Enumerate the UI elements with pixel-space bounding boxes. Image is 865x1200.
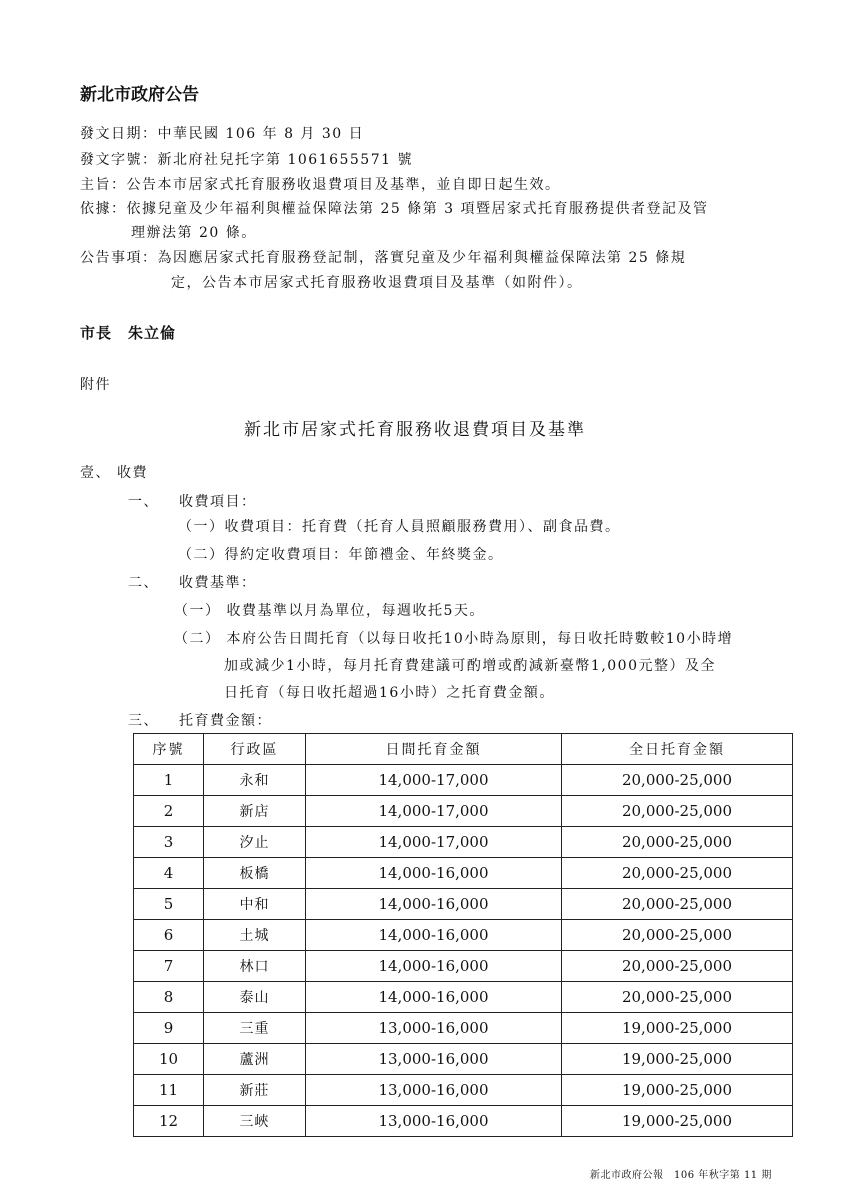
row-daytime-fee: 13,000-16,000 (306, 1044, 562, 1075)
subject-line: 主旨：公告本市居家式托育服務收退費項目及基準，並自即日起生效。 (80, 177, 561, 193)
row-index: 10 (134, 1044, 204, 1075)
row-fullday-fee: 20,000-25,000 (562, 858, 793, 889)
row-index: 8 (134, 982, 204, 1013)
header-daytime-fee: 日間托育金額 (306, 734, 562, 765)
row-district: 新店 (204, 796, 306, 827)
row-index: 9 (134, 1013, 204, 1044)
section-fees: 壹、 收費 (80, 465, 148, 481)
item-1-label: 收費項目： (179, 494, 257, 510)
row-fullday-fee: 20,000-25,000 (562, 889, 793, 920)
row-daytime-fee: 14,000-16,000 (306, 951, 562, 982)
table-row (134, 1106, 793, 1137)
row-daytime-fee: 14,000-16,000 (306, 889, 562, 920)
row-daytime-fee: 14,000-17,000 (306, 796, 562, 827)
row-district: 泰山 (204, 982, 306, 1013)
item-2-sub-2: （二） 本府公告日間托育（以每日收托10小時為原則，每日收托時數較10小時增 (174, 631, 734, 647)
gazette-footer: 新北市政府公報 106 年秋字第 11 期 (590, 1170, 772, 1181)
row-fullday-fee: 20,000-25,000 (562, 765, 793, 796)
row-daytime-fee: 14,000-17,000 (306, 765, 562, 796)
table-row (134, 982, 793, 1013)
item-3-number: 三、 (128, 713, 159, 729)
row-daytime-fee: 14,000-17,000 (306, 827, 562, 858)
attachment-title: 新北市居家式托育服務收退費項目及基準 (244, 420, 586, 440)
row-daytime-fee: 14,000-16,000 (306, 858, 562, 889)
basis-line: 依據：依據兒童及少年福利與權益保障法第 25 條第 3 項暨居家式托育服務提供者登記及管 (80, 201, 709, 217)
table-header-row (134, 734, 793, 765)
row-daytime-fee: 14,000-16,000 (306, 982, 562, 1013)
document-number: 發文字號：新北府社兒托字第 1061655571 號 (80, 152, 413, 168)
row-district: 三重 (204, 1013, 306, 1044)
table-row (134, 1044, 793, 1075)
header-index: 序號 (134, 734, 204, 765)
row-index: 1 (134, 765, 204, 796)
mayor-signature: 市長 朱立倫 (80, 324, 177, 342)
row-daytime-fee: 13,000-16,000 (306, 1075, 562, 1106)
row-fullday-fee: 20,000-25,000 (562, 827, 793, 858)
row-fullday-fee: 19,000-25,000 (562, 1106, 793, 1137)
item-2-sub-2-continued: 加或減少1小時，每月托育費建議可酌增或酌減新臺幣1,000元整）及全 (224, 658, 716, 674)
item-2-number: 二、 (128, 575, 159, 591)
row-daytime-fee: 13,000-16,000 (306, 1013, 562, 1044)
table-row (134, 1075, 793, 1106)
notice-items-line-continued: 定，公告本市居家式托育服務收退費項目及基準（如附件）。 (171, 275, 583, 291)
row-daytime-fee: 14,000-16,000 (306, 920, 562, 951)
header-district: 行政區 (204, 734, 306, 765)
item-1-sub-1: （一）收費項目：托育費（托育人員照顧服務費用）、副食品費。 (178, 519, 621, 535)
row-index: 11 (134, 1075, 204, 1106)
childcare-fee-table (133, 733, 793, 1137)
item-3-label: 托育費金額： (179, 713, 272, 729)
item-2-sub-2-continued-2: 日托育（每日收托超過16小時）之托育費金額。 (224, 685, 555, 701)
row-index: 5 (134, 889, 204, 920)
row-index: 6 (134, 920, 204, 951)
row-fullday-fee: 19,000-25,000 (562, 1075, 793, 1106)
row-fullday-fee: 19,000-25,000 (562, 1044, 793, 1075)
item-1-number: 一、 (128, 494, 159, 510)
row-index: 12 (134, 1106, 204, 1137)
row-district: 汐止 (204, 827, 306, 858)
row-index: 3 (134, 827, 204, 858)
item-2-label: 收費基準： (179, 575, 257, 591)
row-fullday-fee: 20,000-25,000 (562, 982, 793, 1013)
notice-items-line: 公告事項：為因應居家式托育服務登記制，落實兒童及少年福利與權益保障法第 25 條規 (80, 250, 687, 266)
row-district: 土城 (204, 920, 306, 951)
row-index: 7 (134, 951, 204, 982)
table-row (134, 765, 793, 796)
row-fullday-fee: 19,000-25,000 (562, 1013, 793, 1044)
table-row (134, 889, 793, 920)
row-fullday-fee: 20,000-25,000 (562, 951, 793, 982)
row-district: 新莊 (204, 1075, 306, 1106)
row-district: 中和 (204, 889, 306, 920)
row-fullday-fee: 20,000-25,000 (562, 796, 793, 827)
row-index: 2 (134, 796, 204, 827)
item-1-sub-2: （二）得約定收費項目：年節禮金、年終獎金。 (178, 547, 504, 563)
row-fullday-fee: 20,000-25,000 (562, 920, 793, 951)
header-fullday-fee: 全日托育金額 (562, 734, 793, 765)
row-index: 4 (134, 858, 204, 889)
table-row (134, 796, 793, 827)
row-district: 蘆洲 (204, 1044, 306, 1075)
announcement-title: 新北市政府公告 (80, 85, 199, 105)
table-row (134, 920, 793, 951)
issue-date: 發文日期：中華民國 106 年 8 月 30 日 (80, 126, 365, 142)
row-district: 林口 (204, 951, 306, 982)
row-district: 三峽 (204, 1106, 306, 1137)
table-row (134, 951, 793, 982)
row-district: 板橋 (204, 858, 306, 889)
table-row (134, 858, 793, 889)
item-2-sub-1: （一） 收費基準以月為單位，每週收托5天。 (174, 603, 485, 619)
attachment-label: 附件 (80, 377, 111, 393)
basis-line-continued: 理辦法第 20 條。 (131, 225, 257, 241)
table-row (134, 1013, 793, 1044)
row-daytime-fee: 13,000-16,000 (306, 1106, 562, 1137)
row-district: 永和 (204, 765, 306, 796)
table-row (134, 827, 793, 858)
